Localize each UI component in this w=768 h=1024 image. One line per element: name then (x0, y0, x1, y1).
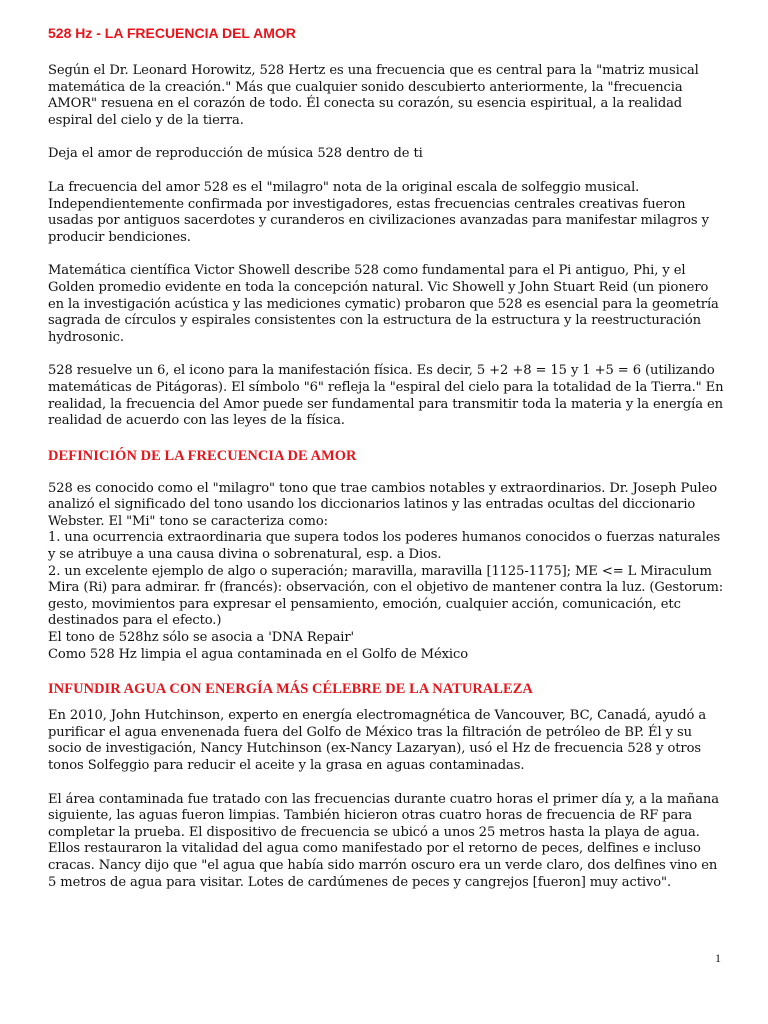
gulf-line: Como 528 Hz limpia el agua contaminada en el Golfo de México (48, 646, 469, 662)
music-paragraph: Deja el amor de reproducción de música 528 dentro de ti (48, 146, 423, 162)
intro-paragraph: Según el Dr. Leonard Horowitz, 528 Hertz es una frecuencia que es central para la "matriz musical matemática de la creación." Más que cualquier sonido descubierto anteriormente, la "frecuencia AMOR" resuena en el corazón de todo. Él conecta su corazón, su esencia espiritual, a la realidad espiral del cielo y de la tierra. (48, 63, 699, 128)
mathematics-paragraph: Matemática científica Victor Showell describe 528 como fundamental para el Pi antiguo, Phi, y el Golden promedio evidente en toda la concepción natural. Vic Showell y John Stuart Reid (un pionero en la investigación acústica y las mediciones cymatic) probaron que 528 es esencial para la geometría sagrada de círculos y espirales consistentes con la estructura de la estructura y la reestructuración hydrosonic. (48, 263, 719, 345)
treatment-paragraph: El área contaminada fue tratado con las frecuencias durante cuatro horas el primer día y, a la mañana siguiente, las aguas fueron limpias. También hicieron otras cuatro horas de frecuencia de RF para completar la prueba. El dispositivo de frecuencia se ubicó a unos 25 metros hasta la playa de agua. Ellos restauraron la vitalidad del agua como manifestado por el retorno de peces, delfines e incluso cracas. Nancy dijo que "el agua que había sido marrón oscuro era un verde claro, dos delfines vino en 5 metros de agua para visitar. Lotes de cardúmenes de peces y cangrejos [fueron] muy activo". (48, 791, 719, 890)
document-page (48, 24, 728, 908)
definition-paragraph (48, 481, 728, 664)
definition-item-1: 1. una ocurrencia extraordinaria que supera todos los poderes humanos conocidos o fuerzas naturales y se atribuye a una causa divina o sobrenatural, esp. a Dios. (48, 530, 721, 563)
page-number: 1 (715, 951, 721, 965)
definition-item-2: 2. un excelente ejemplo de algo o superación; maravilla, maravilla [1125-1175]; ME <= L Miraculum Mira (Ri) para admirar. fr (francés): observación, con el objetivo de mantener contra la luz. (Gestorum: gesto, movimientos para expresar el pensamiento, emoción, cualquier acción, comunicación, etc destinados para el efecto.) (48, 563, 724, 629)
water-energy-heading: INFUNDIR AGUA CON ENERGÍA MÁS CÉLEBRE DE LA NATURALEZA (48, 681, 533, 698)
hutchinson-paragraph: En 2010, John Hutchinson, experto en energía electromagnética de Vancouver, BC, Canadá, ayudó a purificar el agua envenenada fuera del Golfo de México tras la filtración de petróleo de BP. Él y su socio de investigación, Nancy Hutchinson (ex-Nancy Lazaryan), usó el Hz de frecuencia 528 y otros tonos Solfeggio para reducir el aceite y la grasa en aguas contaminadas. (48, 708, 707, 773)
dna-repair-line: El tono de 528hz sólo se asocia a 'DNA Repair' (48, 630, 355, 646)
solfeggio-paragraph: La frecuencia del amor 528 es el "milagro" nota de la original escala de solfeggio musical. Independientemente confirmada por investigadores, estas frecuencias centrales creativas fueron usadas por antiguos sacerdotes y curanderos en civilizaciones avanzadas para manifestar milagros y producir bendiciones. (48, 179, 709, 245)
document-title: 528 Hz - LA FRECUENCIA DEL AMOR (48, 25, 296, 41)
definition-intro: 528 es conocido como el "milagro" tono que trae cambios notables y extraordinarios. Dr. Joseph Puleo analizó el significado del tono usando los diccionarios latinos y las entradas ocultas del diccionario Webster. El "Mi" tono se caracteriza como: (48, 480, 718, 529)
manifestation-paragraph: 528 resuelve un 6, el icono para la manifestación física. Es decir, 5 +2 +8 = 15 y 1 +5 = 6 (utilizando matemáticas de Pitágoras). El símbolo "6" refleja la "espiral del cielo para la totalidad de la Tierra." En realidad, la frecuencia del Amor puede ser fundamental para transmitir toda la materia y la energía en realidad de acuerdo con las leyes de la física. (48, 363, 724, 429)
definition-heading: DEFINICIÓN DE LA FRECUENCIA DE AMOR (48, 447, 357, 464)
